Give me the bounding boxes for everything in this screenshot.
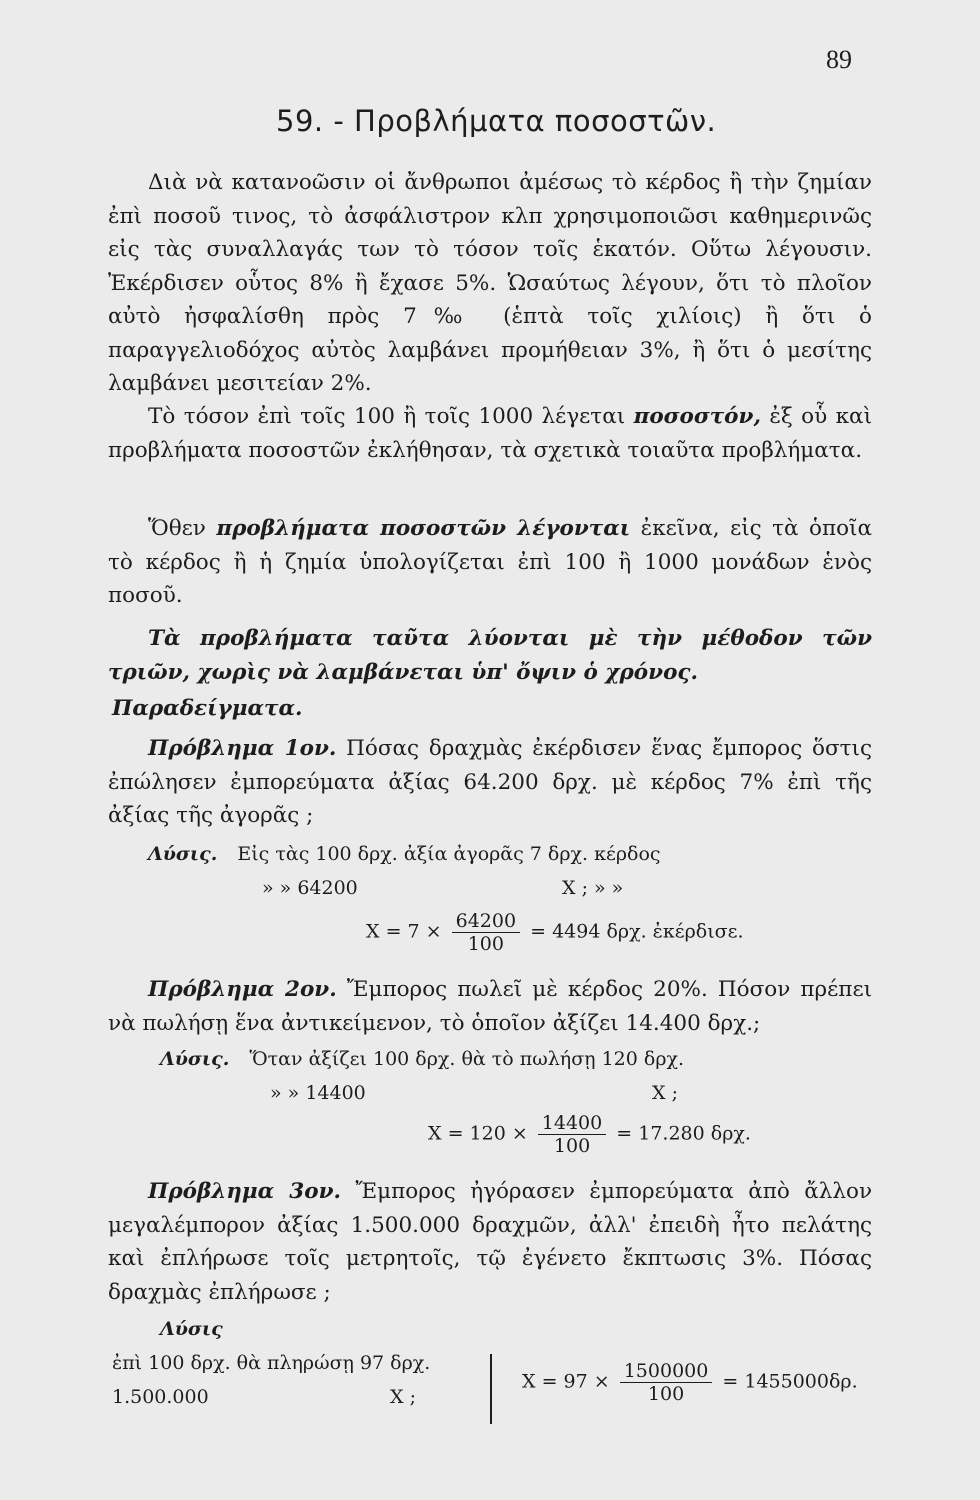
problem-1-fraction xyxy=(452,910,520,955)
problem-3-eq-left: Χ = 97 × xyxy=(522,1370,610,1393)
problem-3-solution-line-1: ἐπὶ 100 δρχ. θὰ πληρώσῃ 97 δρχ. xyxy=(112,1352,431,1374)
problem-3-solution-line-2-b: Χ ; xyxy=(390,1386,416,1408)
problem-3-denominator: 100 xyxy=(647,1383,685,1405)
problem-1-solution-line-2-a: » » 64200 xyxy=(262,877,358,899)
problem-1-equation xyxy=(366,910,744,955)
problem-2-eq-left: Χ = 120 × xyxy=(428,1122,528,1145)
problem-2 xyxy=(108,973,872,1040)
problem-1-solution-label: Λύσις. xyxy=(148,843,218,865)
problem-2-denominator: 100 xyxy=(553,1135,591,1157)
problem-3-solution-label: Λύσις xyxy=(160,1318,223,1340)
problems-definition-term: προβλήματα ποσοστῶν λέγονται xyxy=(216,516,631,541)
problem-2-solution-line-2-a: » » 14400 xyxy=(270,1082,366,1104)
problem-2-solution-text-1: Ὅταν ἀξίζει 100 δρχ. θὰ τὸ πωλήσῃ 120 δρχ. xyxy=(249,1048,685,1070)
problem-1-numerator: 64200 xyxy=(452,910,520,933)
problem-3 xyxy=(108,1175,872,1309)
problem-2-equation xyxy=(428,1112,751,1157)
problem-2-text: Ἔμπορος πωλεῖ μὲ κέρδος 20%. Πόσον πρέπει νὰ πωλήσῃ ἕνα ἀντικείμενον, τὸ ὁποῖον ἀξίζει 14.400 δρχ.; xyxy=(108,977,873,1036)
problem-1-text: Πόσας δραχμὰς ἐκέρδισεν ἕνας ἔμπορος ὅστις ἐπώλησεν ἐμπορεύματα ἀξίας 64.200 δρχ. μὲ κέρδος 7% ἐπὶ τῆς ἀξίας τῆς ἀγορᾶς ; xyxy=(108,736,873,828)
problem-1-solution-line-1 xyxy=(148,843,661,865)
examples-title: Παραδείγματα. xyxy=(112,696,303,721)
problem-1-solution-line-2-b: Χ ; » » xyxy=(562,877,624,899)
problem-2-solution-line-1 xyxy=(160,1048,684,1070)
problem-1-eq-right: = 4494 δρχ. ἐκέρδισε. xyxy=(530,920,744,943)
problem-2-fraction xyxy=(538,1112,606,1157)
problem-3-text: Ἔμπορος ἠγόρασεν ἐμπορεύματα ἀπὸ ἄλλον μεγαλέμπορον ἀξίας 1.500.000 δραχμῶν, ἀλλ' ἐπειδὴ ἦτο πελάτης καὶ ἐπλήρωσε τοῖς μετρητοῖς, τῷ ἐγένετο ἔκπτωσις 3%. Πόσας δραχμὰς ἐπλήρωσε ; xyxy=(108,1179,873,1305)
definition-paragraph xyxy=(108,400,872,467)
problem-3-numerator: 1500000 xyxy=(620,1360,713,1383)
problem-2-eq-right: = 17.280 δρχ. xyxy=(616,1122,751,1145)
problems-definition-paragraph xyxy=(108,512,872,613)
problem-3-equation xyxy=(522,1360,858,1405)
problems-definition-a: Ὅθεν xyxy=(148,516,206,541)
problem-1 xyxy=(108,732,872,833)
problem-2-numerator: 14400 xyxy=(538,1112,606,1135)
problems-definition-b: ἐκεῖνα, εἰς τὰ ὁποῖα τὸ κέρδος ἢ ἡ ζημία ὑπολογίζεται ἐπὶ 100 ἢ 1000 μονάδων ἑνὸς ποσοῦ. xyxy=(108,516,872,608)
problem-1-eq-left: Χ = 7 × xyxy=(366,920,442,943)
definition-text-b: ἐξ οὗ καὶ προβλήματα ποσοστῶν ἐκλήθησαν, τὰ σχετικὰ τοιαῦτα προβλήματα. xyxy=(108,404,873,463)
problem-1-denominator: 100 xyxy=(467,933,504,955)
intro-paragraph: Διὰ νὰ κατανοῶσιν οἱ ἄνθρωποι ἀμέσως τὸ κέρδος ἢ τὴν ζημίαν ἐπὶ ποσοῦ τινος, τὸ ἀσφάλιστρον κλπ χρησιμοποιῶσι καθημερινῶς εἰς τὰς συναλλαγάς των τὸ τόσον τοῖς ἑκατόν. Οὕτω λέγουσιν. Ἐκέρδισεν οὗτος 8% ἢ ἔχασε 5%. Ὡσαύτως λέγουν, ὅτι τὸ πλοῖον αὐτὸ ἠσφαλίσθη πρὸς 7‰ (ἑπτὰ τοῖς χιλίοις) ἢ ὅτι ὁ παραγγελιοδόχος αὐτὸς λαμβάνει προμήθειαν 3%, ἢ ὅτι ὁ μεσίτης λαμβάνει μεσιτείαν 2%. xyxy=(108,170,872,396)
section-heading: 59. - Προβλήματα ποσοστῶν. xyxy=(276,104,717,138)
problem-1-solution-text-1: Εἰς τὰς 100 δρχ. ἀξία ἀγορᾶς 7 δρχ. κέρδος xyxy=(237,843,661,865)
problem-3-eq-right: = 1455000δρ. xyxy=(722,1370,858,1393)
bracket-divider xyxy=(490,1354,502,1424)
problem-3-fraction xyxy=(620,1360,713,1405)
definition-text-a: Τὸ τόσον ἐπὶ τοῖς 100 ἢ τοῖς 1000 λέγεται xyxy=(148,404,626,429)
problem-2-label: Πρόβλημα 2ον. xyxy=(148,977,337,1002)
problem-1-label: Πρόβλημα 1ον. xyxy=(148,736,337,761)
rule-paragraph: Τὰ προβλήματα ταῦτα λύονται μὲ τὴν μέθοδον τῶν τριῶν, χωρὶς νὰ λαμβάνεται ὑπ' ὄψιν ὁ χρόνος. xyxy=(108,626,872,685)
definition-term: ποσοστόν, xyxy=(633,404,761,429)
problem-2-solution-line-2-b: Χ ; xyxy=(652,1082,678,1104)
problem-3-label: Πρόβλημα 3ον. xyxy=(148,1179,342,1204)
problem-2-solution-label: Λύσις. xyxy=(160,1048,230,1070)
problem-3-solution-line-2-a: 1.500.000 xyxy=(112,1386,209,1408)
page-number: 89 xyxy=(826,45,852,74)
